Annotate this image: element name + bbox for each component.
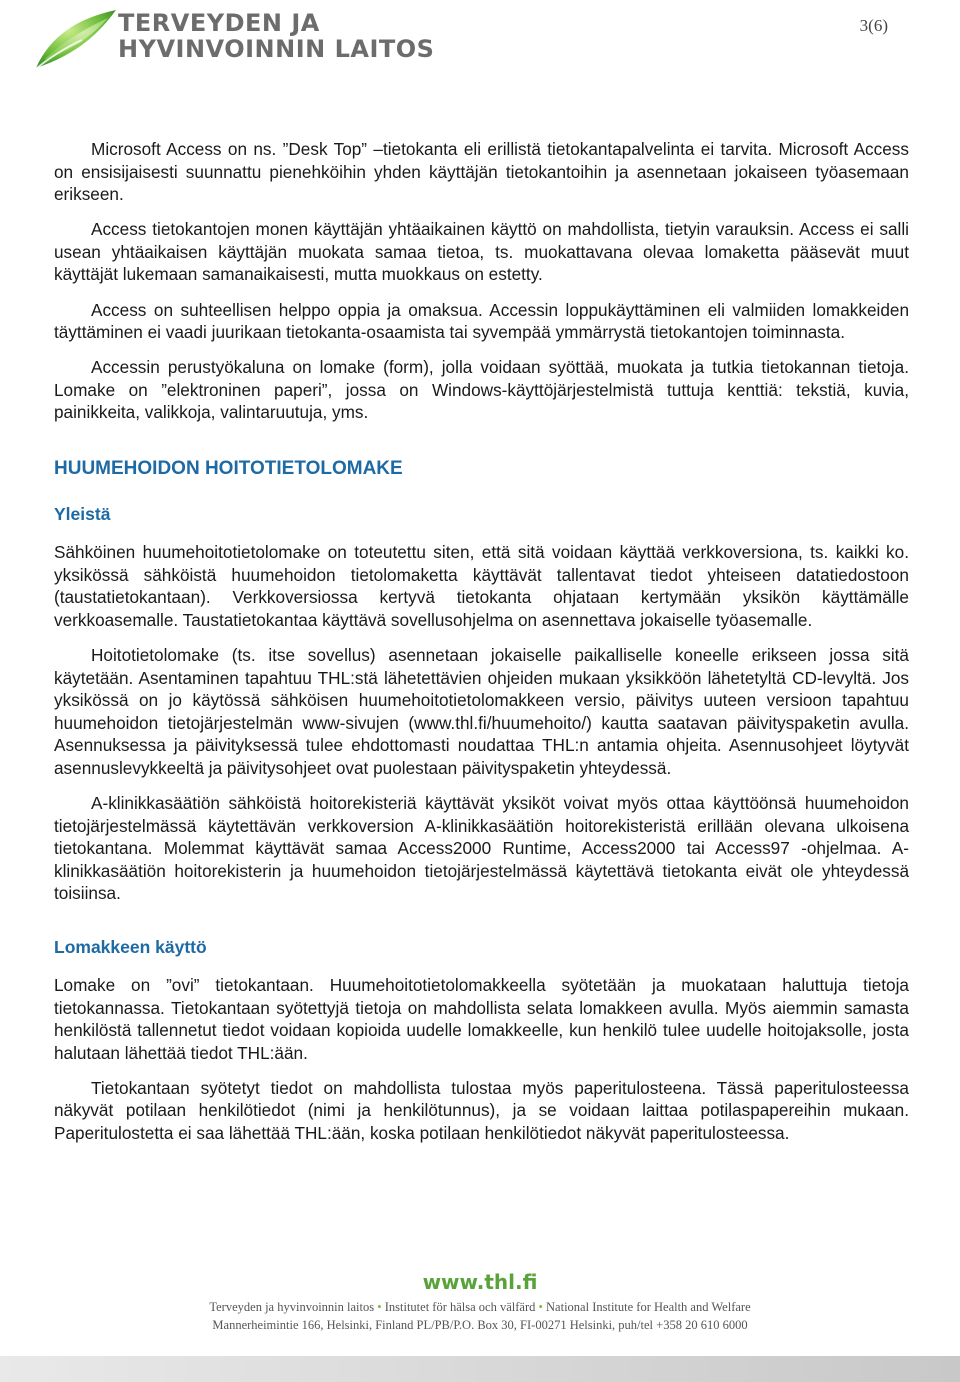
paragraph: A-klinikkasäätiön sähköistä hoitorekisteriä käyttävät yksiköt voivat myös ottaa käyttöönsä huumehoidon tietojärjestelmässä käytettävän verkkoversion A-klinikkasäätiön hoitorekisteristä erillään olevana ulkoisena tietokantana. Molemmat käyttävät samaa Access2000 Runtime, Access2000 tai Access97 -ohjelmaa. A-klinikkasäätiön hoitorekisterin ja huumehoidon tietojärjestelmässä käytettävä tietokanta eivät ole yhteydessä toisiinsa. <box>54 792 909 904</box>
org-name-line-1: TERVEYDEN JA <box>118 9 320 37</box>
subsection-heading: Lomakkeen käyttö <box>54 936 207 957</box>
paragraph: Access tietokantojen monen käyttäjän yhtäaikainen käyttö on mahdollista, tietyin varauksin. Access ei salli usean yhtäaikaisen käyttäjän muokata samaa tietoa, ts. muokattavana olevaa lomaketta pääsevät muut käyttäjät lukemaan samanaikaisesti, mutta muokkaus on estetty. <box>54 219 909 285</box>
footer-separator: • <box>538 1300 543 1314</box>
paragraph: Tietokantaan syötetyt tiedot on mahdollista tulostaa myös paperitulosteena. Tässä paperitulosteessa näkyvät potilaan henkilötiedot (nimi ja henkilötunnus), ja se voidaan laittaa potilaspapereihin mukaan. Paperitulostetta ei saa lähettää THL:ään, koska potilaan henkilötiedot näkyvät paperitulosteessa. <box>54 1077 909 1143</box>
org-name-line-2: HYVINVOINNIN LAITOS <box>118 35 435 63</box>
paragraph: Access on suhteellisen helppo oppia ja omaksua. Accessin loppukäyttäminen eli valmiiden lomakkeiden täyttäminen ei vaadi juurikaan tietokanta-osaamista tai syvempää ymmärrystä tietokantojen toiminnasta. <box>54 299 909 343</box>
footer-org-fi: Terveyden ja hyvinvoinnin laitos <box>209 1300 375 1314</box>
paragraph: Microsoft Access on ns. ”Desk Top” –tietokanta eli erillistä tietokantapalvelinta ei tarvita. Microsoft Access on ensisijaisesti suunnattu pienehköihin yhden käyttäjän tietokantoihin ja asennetaan jokaiseen työasemaan erikseen. <box>54 139 909 205</box>
page-number: 3(6) <box>859 16 888 35</box>
document-body <box>54 138 909 1157</box>
organization-name <box>118 10 434 62</box>
footer-url: www.thl.fi <box>422 1270 538 1294</box>
page-header <box>0 0 960 80</box>
footer-org-sv: Institutet för hälsa och välfärd <box>384 1300 536 1314</box>
footer-separator: • <box>377 1300 382 1314</box>
paragraph: Sähköinen huumehoitotietolomake on toteutettu siten, että sitä voidaan käyttää verkkoversiona, ts. kaikki ko. yksikössä sähköistä huumehoidon tietolomaketta käyttävät tallentavat tiedot yhteiseen datatiedostoon (taustatietokantaan). Verkkoversiossa kertyvä tietokanta ohjataan kertymään yksikön käyttämälle verkkoasemalle. Taustatietokantaa käyttävä sovellusohjelma on asennettava jokaiselle työasemalle. <box>54 542 909 630</box>
paragraph: Hoitotietolomake (ts. itse sovellus) asennetaan jokaiselle paikalliselle koneelle erikseen jossa sitä käytetään. Asentaminen tapahtuu THL:stä lähetettävien ohjeiden mukaan yksikköön lähetetyltä CD-levyltä. Jos yksikössä on jo käytössä sähköisen huumehoitotietolomakkeen versio, päivitys uuteen versioon tapahtuu huumehoidon tietojärjestelmän www-sivujen (www.thl.fi/huumehoito/) kautta saatavan päivityspaketin avulla. Asennuksessa ja päivityksessä tulee ehdottomasti noudattaa THL:n antamia ohjeita. Asennusohjeet löytyvät asennuslevykkeeltä ja päivitysohjeet ovat puolestaan päivityspaketin yhteydessä. <box>54 644 909 778</box>
paragraph: Accessin perustyökaluna on lomake (form), jolla voidaan syöttää, muokata ja tutkia tietokannan tietoja. Lomake on ”elektroninen paperi”, jossa on Windows-käyttöjärjestelmistä tuttuja kenttiä: tekstiä, kuvia, painikkeita, valikkoja, valintaruutuja, yms. <box>54 357 909 423</box>
footer-bar <box>0 1356 960 1382</box>
section-heading: HUUMEHOIDON HOITOTIETOLOMAKE <box>54 458 403 480</box>
thl-leaf-logo-icon <box>30 6 120 76</box>
footer-org-names <box>0 1300 960 1315</box>
footer-org-en: National Institute for Health and Welfare <box>546 1300 751 1314</box>
paragraph: Lomake on ”ovi” tietokantaan. Huumehoitotietolomakkeella syötetään ja muokataan haluttuja tietoja tietokannassa. Tietokantaan syötettyjä tietoja on mahdollista selata lomakkeen avulla. Myös aiemmin samasta henkilöstä tallennetut tiedot voidaan kopioida uudelle lomakkeelle, kun henkilö tulee uudelle hoitojaksolle, josta halutaan lähettää tiedot THL:ään. <box>54 974 909 1063</box>
footer-address: Mannerheimintie 166, Helsinki, Finland PL/PB/P.O. Box 30, FI-00271 Helsinki, puh/tel +358 20 610 6000 <box>212 1318 748 1332</box>
subsection-heading: Yleistä <box>54 504 111 525</box>
